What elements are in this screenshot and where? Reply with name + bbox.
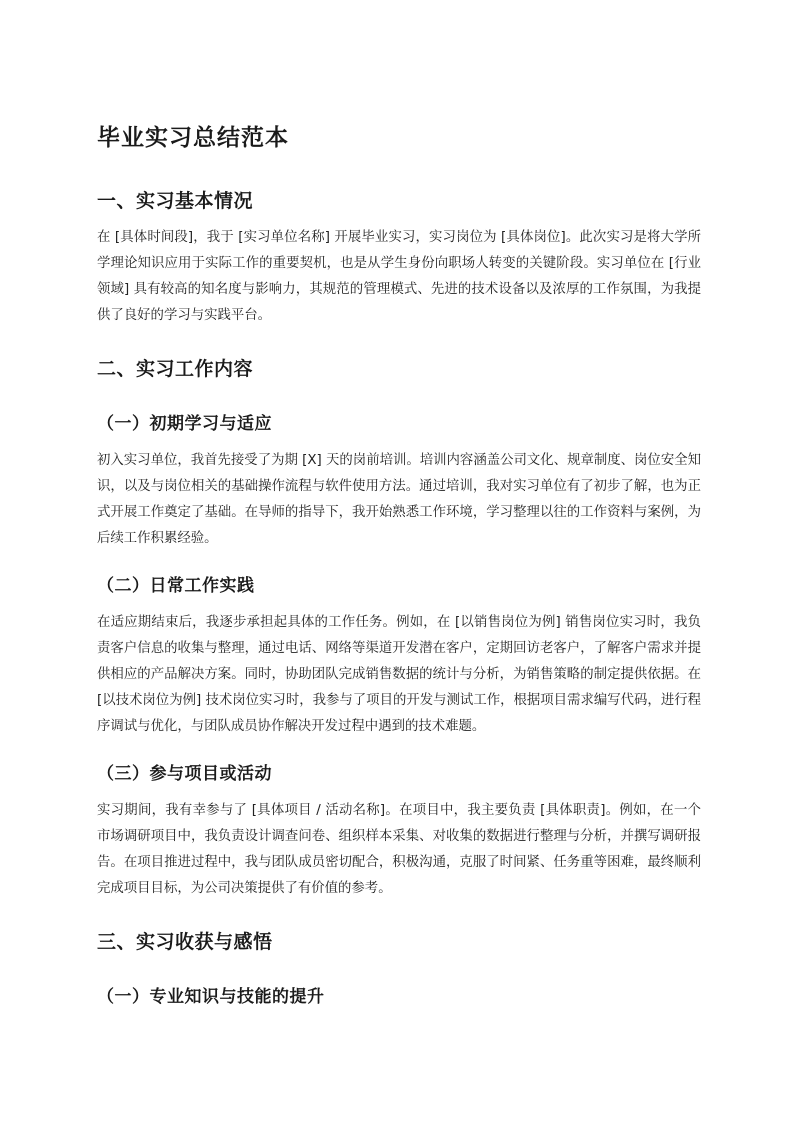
paragraph-projects: 实习期间，我有幸参与了 [具体项目 / 活动名称]。在项目中，我主要负责 [具体职责]。例如，在一个市场调研项目中，我负责设计调查问卷、组织样本采集、对收集的数据进行整理与分析，并撰写调研报告。在项目推进过程中，我与团队成员密切配合，积极沟通，克服了时间紧、任务重等困难，最终顺利完成项目目标，为公司决策提供了有价值的参考。 xyxy=(97,803,701,896)
paragraph-daily-practice: 在适应期结束后，我逐步承担起具体的工作任务。例如，在 [以销售岗位为例] 销售岗位实习时，我负责客户信息的收集与整理，通过电话、网络等渠道开发潜在客户，定期回访老客户，了解客户需求并提供相应的产品解决方案。同时，协助团队完成销售数据的统计与分析，为销售策略的制定提供依据。在 [以技术岗位为例] 技术岗位实习时，我参与了项目的开发与测试工作，根据项目需求编写代码，进行程序调试与优化，与团队成员协作解决开发过程中遇到的技术难题。 xyxy=(97,615,701,734)
section-heading-basic-info: 一、实习基本情况 xyxy=(97,190,254,212)
subsection-heading-initial-learning: （一）初期学习与适应 xyxy=(97,414,272,434)
section-heading-work-content: 二、实习工作内容 xyxy=(97,358,254,380)
section-heading-gains: 三、实习收获与感悟 xyxy=(97,931,273,953)
subsection-heading-skills: （一）专业知识与技能的提升 xyxy=(97,987,325,1007)
document-page xyxy=(97,118,701,1014)
paragraph-initial-learning: 初入实习单位，我首先接受了为期 [X] 天的岗前培训。培训内容涵盖公司文化、规章制度、岗位安全知识，以及与岗位相关的基础操作流程与软件使用方法。通过培训，我对实习单位有了初步了解，也为正式开展工作奠定了基础。在导师的指导下，我开始熟悉工作环境，学习整理以往的工作资料与案例，为后续工作积累经验。 xyxy=(97,453,701,546)
document-title: 毕业实习总结范本 xyxy=(97,125,289,151)
subsection-heading-projects: （三）参与项目或活动 xyxy=(97,764,272,784)
subsection-heading-daily-practice: （二）日常工作实践 xyxy=(97,576,255,596)
paragraph-basic-info: 在 [具体时间段]，我于 [实习单位名称] 开展毕业实习，实习岗位为 [具体岗位]。此次实习是将大学所学理论知识应用于实际工作的重要契机，也是从学生身份向职场人转变的关键阶段。实习单位在 [行业领域] 具有较高的知名度与影响力，其规范的管理模式、先进的技术设备以及浓厚的工作氛围，为我提供了良好的学习与实践平台。 xyxy=(97,230,701,323)
